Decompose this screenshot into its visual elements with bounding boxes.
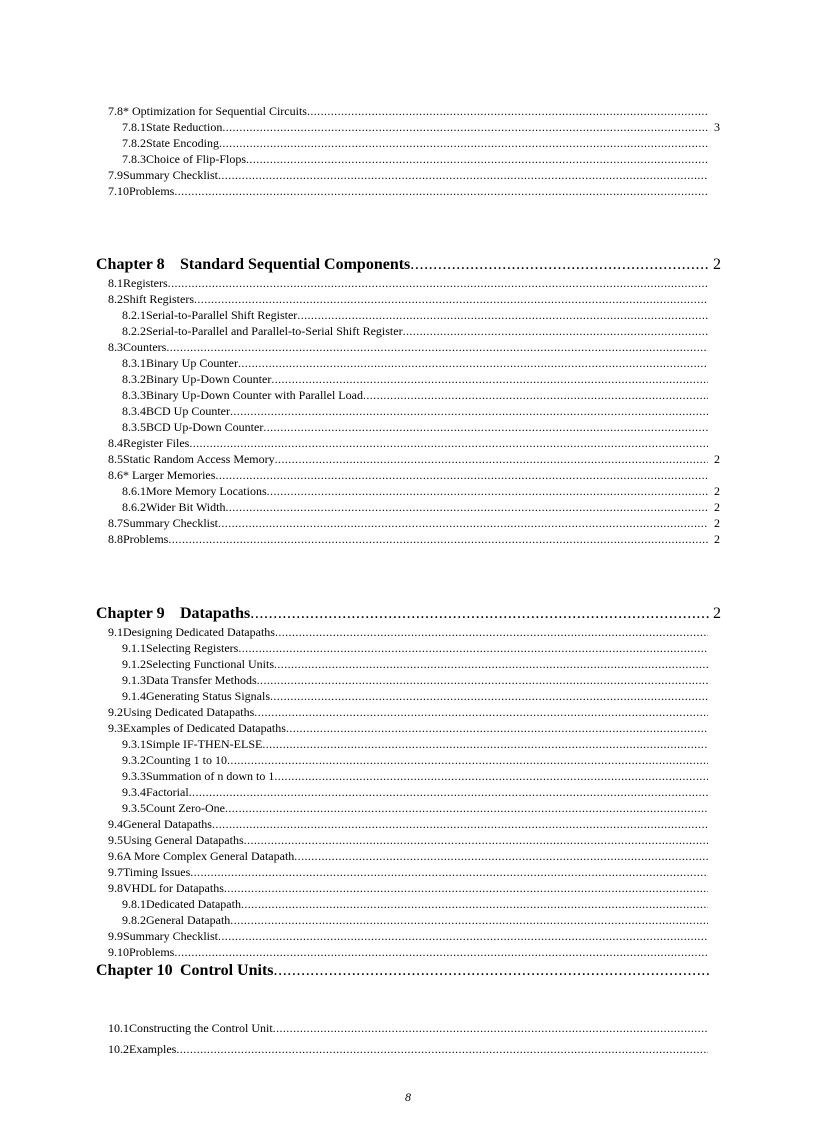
section-page-number (708, 832, 720, 848)
dot-leader (250, 603, 709, 625)
section-number: 9.2 (108, 705, 123, 719)
section-number: 9.3.5 (122, 801, 146, 815)
dot-leader (219, 135, 708, 151)
section-number: 9.8 (108, 881, 123, 895)
dot-leader (227, 752, 708, 768)
section-title: Examples of Dedicated Datapaths (123, 721, 286, 735)
dot-leader (270, 688, 708, 704)
section-number: 9.7 (108, 865, 123, 879)
section-title: Counters (123, 340, 167, 354)
section-page-number (708, 435, 720, 451)
dot-leader (218, 167, 708, 183)
toc-section-entry (108, 339, 720, 355)
section-page-number (708, 656, 720, 672)
section-number: 8.4 (108, 436, 123, 450)
dot-leader (274, 768, 708, 784)
section-number: 7.10 (108, 184, 129, 198)
dot-leader (215, 467, 708, 483)
dot-leader (194, 291, 708, 307)
section-title: VHDL for Datapaths (123, 881, 224, 895)
section-title: Generating Status Signals (146, 689, 270, 703)
dot-leader (244, 832, 708, 848)
section-page-number (708, 880, 720, 896)
section-title: Timing Issues (123, 865, 191, 879)
section-page-number (708, 816, 720, 832)
dot-leader (212, 816, 708, 832)
section-page-number (708, 307, 720, 323)
section-title: BCD Up-Down Counter (146, 420, 264, 434)
toc-subsection-entry (122, 752, 720, 768)
toc-subsection-entry (122, 307, 720, 323)
section-title: Factorial (146, 785, 189, 799)
section-number: 9.3 (108, 721, 123, 735)
section-number: 7.9 (108, 168, 123, 182)
section-title: Summary Checklist (123, 516, 218, 530)
section-number: 9.8.2 (122, 913, 146, 927)
section-number: 8.3 (108, 340, 123, 354)
toc-section-entry (108, 864, 720, 880)
section-page-number (708, 672, 720, 688)
dot-leader (174, 944, 708, 960)
section-number: 9.3.4 (122, 785, 146, 799)
section-title: General Datapath (146, 913, 231, 927)
section-page-number (708, 323, 720, 339)
toc-subsection-entry (122, 784, 720, 800)
chapter-title: Standard Sequential Components (180, 256, 411, 273)
section-page-number (708, 183, 720, 199)
dot-leader (225, 499, 708, 515)
section-number: 7.8 (108, 104, 123, 118)
section-number: 7.8.2 (122, 136, 146, 150)
section-number: 8.3.2 (122, 372, 146, 386)
dot-leader (189, 784, 708, 800)
section-title: Selecting Functional Units (146, 657, 274, 671)
section-title: Binary Up Counter (146, 356, 238, 370)
section-title: Shift Registers (123, 292, 194, 306)
dot-leader (230, 912, 708, 928)
section-title: * Optimization for Sequential Circuits (123, 104, 307, 118)
section-page-number (708, 928, 720, 944)
section-page-number: 2 (714, 516, 720, 530)
toc-section-entry (108, 704, 720, 720)
section-number: 8.3.3 (122, 388, 146, 402)
toc-subsection-entry (122, 499, 720, 515)
dot-leader (263, 419, 708, 435)
toc-section-entry (108, 1041, 720, 1057)
dot-leader (238, 355, 708, 371)
section-number: 8.6 (108, 468, 123, 482)
dot-leader (166, 339, 708, 355)
section-number: 8.2.2 (122, 324, 146, 338)
section-number: 8.5 (108, 452, 123, 466)
toc-subsection-entry (122, 135, 720, 151)
dot-leader (274, 960, 710, 982)
toc-section-entry (108, 183, 720, 199)
dot-leader (218, 515, 708, 531)
section-title: Selecting Registers (146, 641, 239, 655)
section-title: Count Zero-One (146, 801, 225, 815)
section-number: 8.6.2 (122, 500, 146, 514)
section-number: 8.8 (108, 532, 123, 546)
section-title: Designing Dedicated Datapaths (123, 625, 275, 639)
toc-section-entry (108, 928, 720, 944)
section-number: 9.6 (108, 849, 123, 863)
dot-leader (230, 403, 708, 419)
chapter-title: Control Units (180, 962, 274, 979)
dot-leader (176, 1041, 708, 1057)
chapter-heading (96, 603, 721, 625)
chapter-page-number (709, 960, 721, 982)
section-page-number: 2 (714, 484, 720, 498)
section-title: Examples (129, 1042, 177, 1056)
toc-subsection-entry (122, 656, 720, 672)
toc-subsection-entry (122, 419, 720, 435)
section-page-number (708, 624, 720, 640)
section-title: Serial-to-Parallel and Parallel-to-Serial Shift Register (146, 324, 403, 338)
dot-leader (246, 151, 708, 167)
toc-section-entry (108, 515, 720, 531)
section-number: 9.3.1 (122, 737, 146, 751)
section-page-number (708, 103, 720, 119)
chapter-title: Datapaths (180, 605, 251, 622)
dot-leader (168, 275, 708, 291)
section-title: Summation of n down to 1 (146, 769, 275, 783)
section-number: 10.2 (108, 1042, 129, 1056)
section-number: 9.1.1 (122, 641, 146, 655)
dot-leader (224, 880, 708, 896)
toc-subsection-entry (122, 119, 720, 135)
toc-section-entry (108, 435, 720, 451)
section-title: Summary Checklist (123, 168, 218, 182)
chapter-number: Chapter 8 (96, 256, 165, 273)
toc-section-entry (108, 1020, 720, 1036)
dot-leader (254, 704, 708, 720)
toc-subsection-entry (122, 483, 720, 499)
chapter-number: Chapter 9 (96, 605, 165, 622)
dot-leader (190, 864, 708, 880)
toc-subsection-entry (122, 896, 720, 912)
dot-leader (222, 119, 708, 135)
dot-leader (410, 254, 709, 276)
section-number: 8.3.1 (122, 356, 146, 370)
dot-leader (275, 451, 708, 467)
section-title: Registers (123, 276, 168, 290)
section-number: 9.10 (108, 945, 129, 959)
section-page-number: 2 (714, 500, 720, 514)
section-page-number (708, 736, 720, 752)
toc-section-entry (108, 291, 720, 307)
toc-section-entry (108, 848, 720, 864)
section-number: 8.1 (108, 276, 123, 290)
section-number: 9.3.3 (122, 769, 146, 783)
toc-subsection-entry (122, 387, 720, 403)
section-title: State Encoding (146, 136, 219, 150)
section-page-number (708, 768, 720, 784)
section-page-number (708, 467, 720, 483)
dot-leader (174, 183, 708, 199)
section-page-number (708, 419, 720, 435)
section-number: 9.1 (108, 625, 123, 639)
section-number: 8.2.1 (122, 308, 146, 322)
dot-leader (262, 736, 708, 752)
section-page-number (708, 1020, 720, 1036)
section-number: 9.8.1 (122, 897, 146, 911)
section-page-number (708, 167, 720, 183)
dot-leader (257, 672, 708, 688)
toc-subsection-entry (122, 800, 720, 816)
dot-leader (286, 720, 708, 736)
section-title: Binary Up-Down Counter (146, 372, 272, 386)
section-page-number (708, 640, 720, 656)
dot-leader (294, 848, 708, 864)
dot-leader (363, 387, 708, 403)
toc-section-entry (108, 167, 720, 183)
section-page-number (708, 135, 720, 151)
section-title: Counting 1 to 10 (146, 753, 228, 767)
toc-subsection-entry (122, 672, 720, 688)
section-page-number (708, 291, 720, 307)
section-title: Wider Bit Width (146, 500, 226, 514)
section-title: Using Dedicated Datapaths (123, 705, 255, 719)
section-page-number (708, 704, 720, 720)
section-page-number (708, 896, 720, 912)
toc-section-entry (108, 720, 720, 736)
toc-subsection-entry (122, 323, 720, 339)
section-title: Register Files (123, 436, 190, 450)
section-page-number: 3 (714, 120, 720, 134)
section-number: 9.1.3 (122, 673, 146, 687)
section-title: BCD Up Counter (146, 404, 230, 418)
section-number: 7.8.3 (122, 152, 146, 166)
chapter-page-number: 2 (713, 256, 721, 273)
section-title: Using General Datapaths (123, 833, 244, 847)
section-page-number (708, 864, 720, 880)
section-title: Dedicated Datapath (146, 897, 241, 911)
dot-leader (241, 896, 708, 912)
section-page-number (708, 912, 720, 928)
toc-section-entry (108, 275, 720, 291)
dot-leader (189, 435, 708, 451)
section-page-number (708, 784, 720, 800)
chapter-page-number: 2 (713, 605, 721, 622)
toc-section-entry (108, 880, 720, 896)
section-number: 8.2 (108, 292, 123, 306)
toc-subsection-entry (122, 688, 720, 704)
toc-subsection-entry (122, 371, 720, 387)
dot-leader (271, 371, 708, 387)
toc-section-entry (108, 531, 720, 547)
section-page-number (708, 275, 720, 291)
dot-leader (403, 323, 708, 339)
dot-leader (307, 103, 708, 119)
toc-subsection-entry (122, 736, 720, 752)
section-number: 10.1 (108, 1021, 129, 1035)
section-title: General Datapaths (123, 817, 212, 831)
toc-section-entry (108, 467, 720, 483)
section-title: Static Random Access Memory (123, 452, 275, 466)
section-page-number (708, 371, 720, 387)
section-number: 8.6.1 (122, 484, 146, 498)
section-title: Problems (129, 945, 175, 959)
section-title: Simple IF-THEN-ELSE (146, 737, 263, 751)
section-number: 9.3.2 (122, 753, 146, 767)
section-page-number (708, 688, 720, 704)
toc-subsection-entry (122, 912, 720, 928)
section-number: 9.9 (108, 929, 123, 943)
dot-leader (274, 656, 708, 672)
section-title: Serial-to-Parallel Shift Register (146, 308, 298, 322)
section-page-number (708, 752, 720, 768)
section-page-number (708, 944, 720, 960)
dot-leader (238, 640, 708, 656)
toc-section-entry (108, 832, 720, 848)
toc-subsection-entry (122, 151, 720, 167)
dot-leader (168, 531, 708, 547)
section-title: State Reduction (146, 120, 223, 134)
section-title: Data Transfer Methods (146, 673, 257, 687)
section-number: 8.7 (108, 516, 123, 530)
chapter-number: Chapter 10 (96, 962, 173, 979)
dot-leader (273, 1020, 708, 1036)
toc-subsection-entry (122, 403, 720, 419)
section-page-number (708, 800, 720, 816)
section-number: 8.3.5 (122, 420, 146, 434)
toc-subsection-entry (122, 768, 720, 784)
toc-section-entry (108, 816, 720, 832)
toc-section-entry (108, 944, 720, 960)
section-title: Choice of Flip-Flops (146, 152, 247, 166)
section-number: 7.8.1 (122, 120, 146, 134)
section-title: Constructing the Control Unit (129, 1021, 273, 1035)
section-page-number (708, 720, 720, 736)
chapter-heading (96, 960, 721, 982)
section-page-number (708, 848, 720, 864)
section-number: 9.1.2 (122, 657, 146, 671)
toc-subsection-entry (122, 355, 720, 371)
section-page-number (708, 355, 720, 371)
section-page-number (708, 339, 720, 355)
chapter-heading (96, 254, 721, 276)
section-number: 8.3.4 (122, 404, 146, 418)
section-title: * Larger Memories (123, 468, 216, 482)
page-number: 8 (405, 1090, 411, 1104)
dot-leader (297, 307, 708, 323)
section-page-number (708, 151, 720, 167)
toc-section-entry (108, 103, 720, 119)
section-number: 9.1.4 (122, 689, 146, 703)
section-title: Summary Checklist (123, 929, 218, 943)
section-page-number (708, 403, 720, 419)
section-page-number: 2 (714, 532, 720, 546)
toc-section-entry (108, 451, 720, 467)
section-page-number: 2 (714, 452, 720, 466)
section-page-number (708, 387, 720, 403)
section-title: A More Complex General Datapath (123, 849, 295, 863)
section-title: Binary Up-Down Counter with Parallel Load (146, 388, 363, 402)
dot-leader (225, 800, 708, 816)
dot-leader (275, 624, 708, 640)
section-title: Problems (129, 184, 175, 198)
section-page-number (708, 1041, 720, 1057)
dot-leader (218, 928, 708, 944)
section-number: 9.4 (108, 817, 123, 831)
section-title: More Memory Locations (146, 484, 267, 498)
toc-section-entry (108, 624, 720, 640)
section-title: Problems (123, 532, 169, 546)
section-number: 9.5 (108, 833, 123, 847)
toc-subsection-entry (122, 640, 720, 656)
dot-leader (267, 483, 708, 499)
